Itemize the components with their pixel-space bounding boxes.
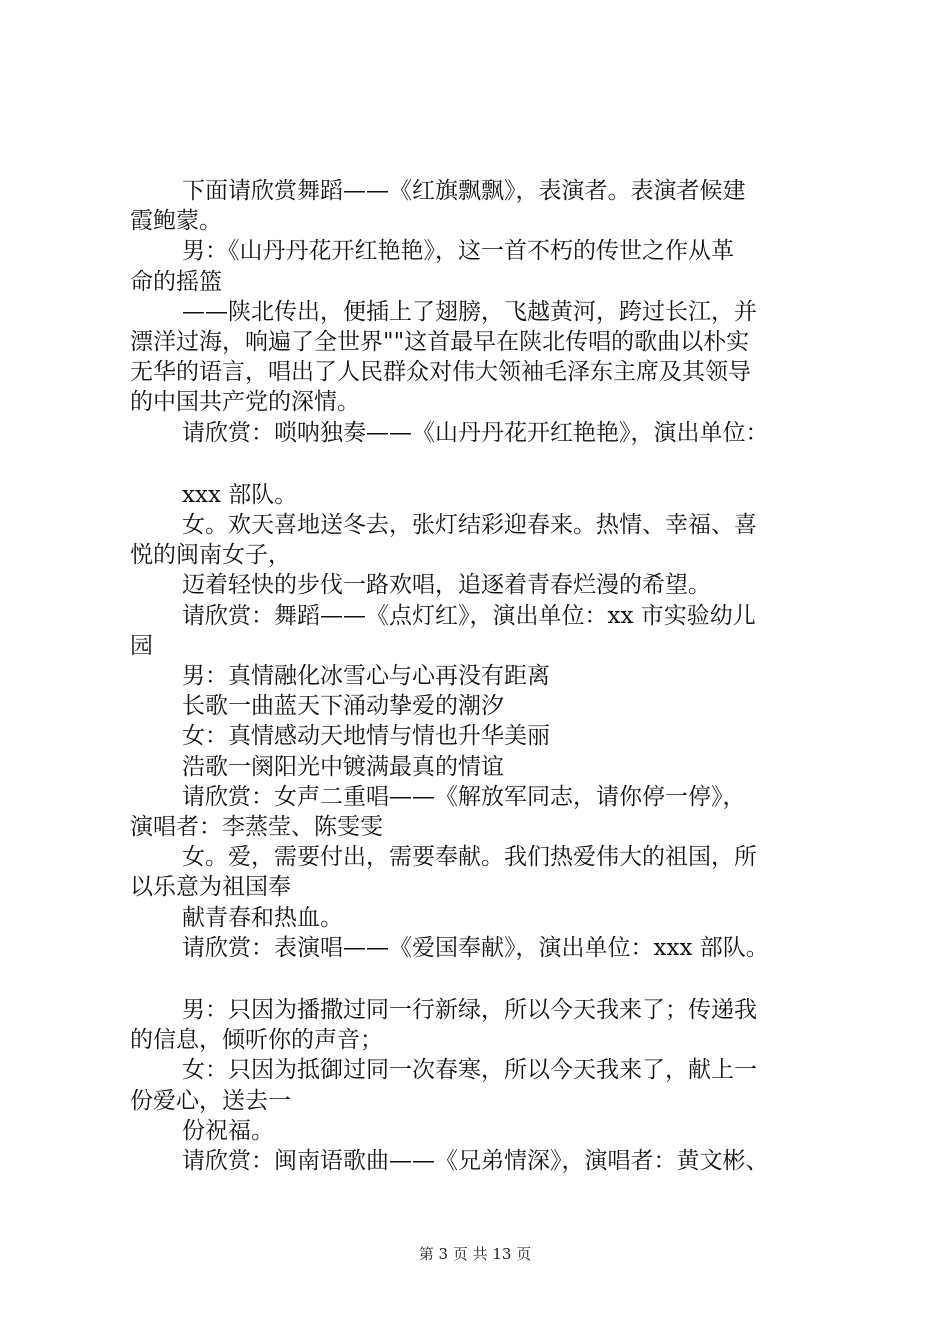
paragraph-line: 请欣赏：唢呐独奏——《山丹丹花开红艳艳》，演出单位： bbox=[182, 419, 769, 446]
paragraph-line: 份祝福。 bbox=[182, 1117, 274, 1144]
paragraph-line: 女：真情感动天地情与情也升华美丽 bbox=[182, 723, 550, 750]
paragraph-line: 男：只因为播撒过同一行新绿，所以今天我来了；传递我 bbox=[182, 997, 757, 1024]
page-number-label: 第 3 页 共 13 页 bbox=[418, 1245, 532, 1263]
paragraph-line: 献青春和热血。 bbox=[182, 904, 343, 931]
paragraph-line: 份爱心，送去一 bbox=[130, 1087, 291, 1114]
paragraph-line: 长歌一曲蓝天下涌动挚爱的潮汐 bbox=[182, 693, 504, 720]
paragraph-line: ——陕北传出，便插上了翅膀，飞越黄河，跨过长江，并 bbox=[182, 298, 757, 325]
paragraph-line: 请欣赏：表演唱——《爱国奉献》，演出单位：xxx 部队。 bbox=[182, 934, 769, 961]
blank-line bbox=[130, 448, 840, 480]
paragraph-line: 的信息，倾听你的声音； bbox=[130, 1027, 383, 1054]
paragraph-line: 霞鲍蒙。 bbox=[130, 208, 222, 235]
paragraph-line: 下面请欣赏舞蹈——《红旗飘飘》，表演者。表演者候建 bbox=[182, 178, 746, 204]
paragraph-line: 演唱者：李蒸莹、陈雯雯 bbox=[130, 814, 383, 841]
paragraph-line: 请欣赏：女声二重唱——《解放军同志，请你停一停》， bbox=[182, 783, 746, 810]
paragraph-line: 男：《山丹丹花开红艳艳》，这一首不朽的传世之作从革 bbox=[182, 238, 734, 265]
paragraph-line: 请欣赏：闽南语歌曲——《兄弟情深》，演唱者：黄文彬、 bbox=[182, 1148, 769, 1175]
paragraph-line: 命的摇篮 bbox=[130, 268, 222, 295]
page-footer bbox=[0, 1243, 950, 1264]
paragraph-line: 请欣赏：舞蹈——《点灯红》，演出单位：xx 市实验幼儿 bbox=[182, 602, 756, 629]
paragraph-line: 女：只因为抵御过同一次春寒，所以今天我来了，献上一 bbox=[182, 1057, 757, 1084]
paragraph-line: 无华的语言，唱出了人民群众对伟大领袖毛泽东主席及其领导 bbox=[130, 359, 751, 386]
paragraph-line: 的中国共产党的深情。 bbox=[130, 389, 360, 416]
paragraph-line: 女。欢天喜地送冬去，张灯结彩迎春来。热情、幸福、喜 bbox=[182, 512, 757, 539]
blank-line bbox=[130, 963, 840, 995]
paragraph-line: 漂洋过海，响遍了全世界""这首最早在陕北传唱的歌曲以朴实 bbox=[130, 329, 750, 356]
paragraph-line: 男：真情融化冰雪心与心再没有距离 bbox=[182, 663, 550, 690]
document-body bbox=[130, 176, 840, 1176]
paragraph-line: 女。爱，需要付出，需要奉献。我们热爱伟大的祖国，所 bbox=[182, 844, 757, 871]
paragraph-line: 园 bbox=[130, 632, 153, 659]
paragraph-line: 悦的闽南女子， bbox=[130, 542, 291, 569]
paragraph-line: 迈着轻快的步伐一路欢唱，追逐着青春烂漫的希望。 bbox=[182, 572, 711, 599]
paragraph-line: xxx 部队。 bbox=[182, 481, 298, 508]
paragraph-line: 浩歌一阕阳光中镀满最真的情谊 bbox=[182, 753, 504, 780]
paragraph-line: 以乐意为祖国奉 bbox=[130, 874, 291, 901]
